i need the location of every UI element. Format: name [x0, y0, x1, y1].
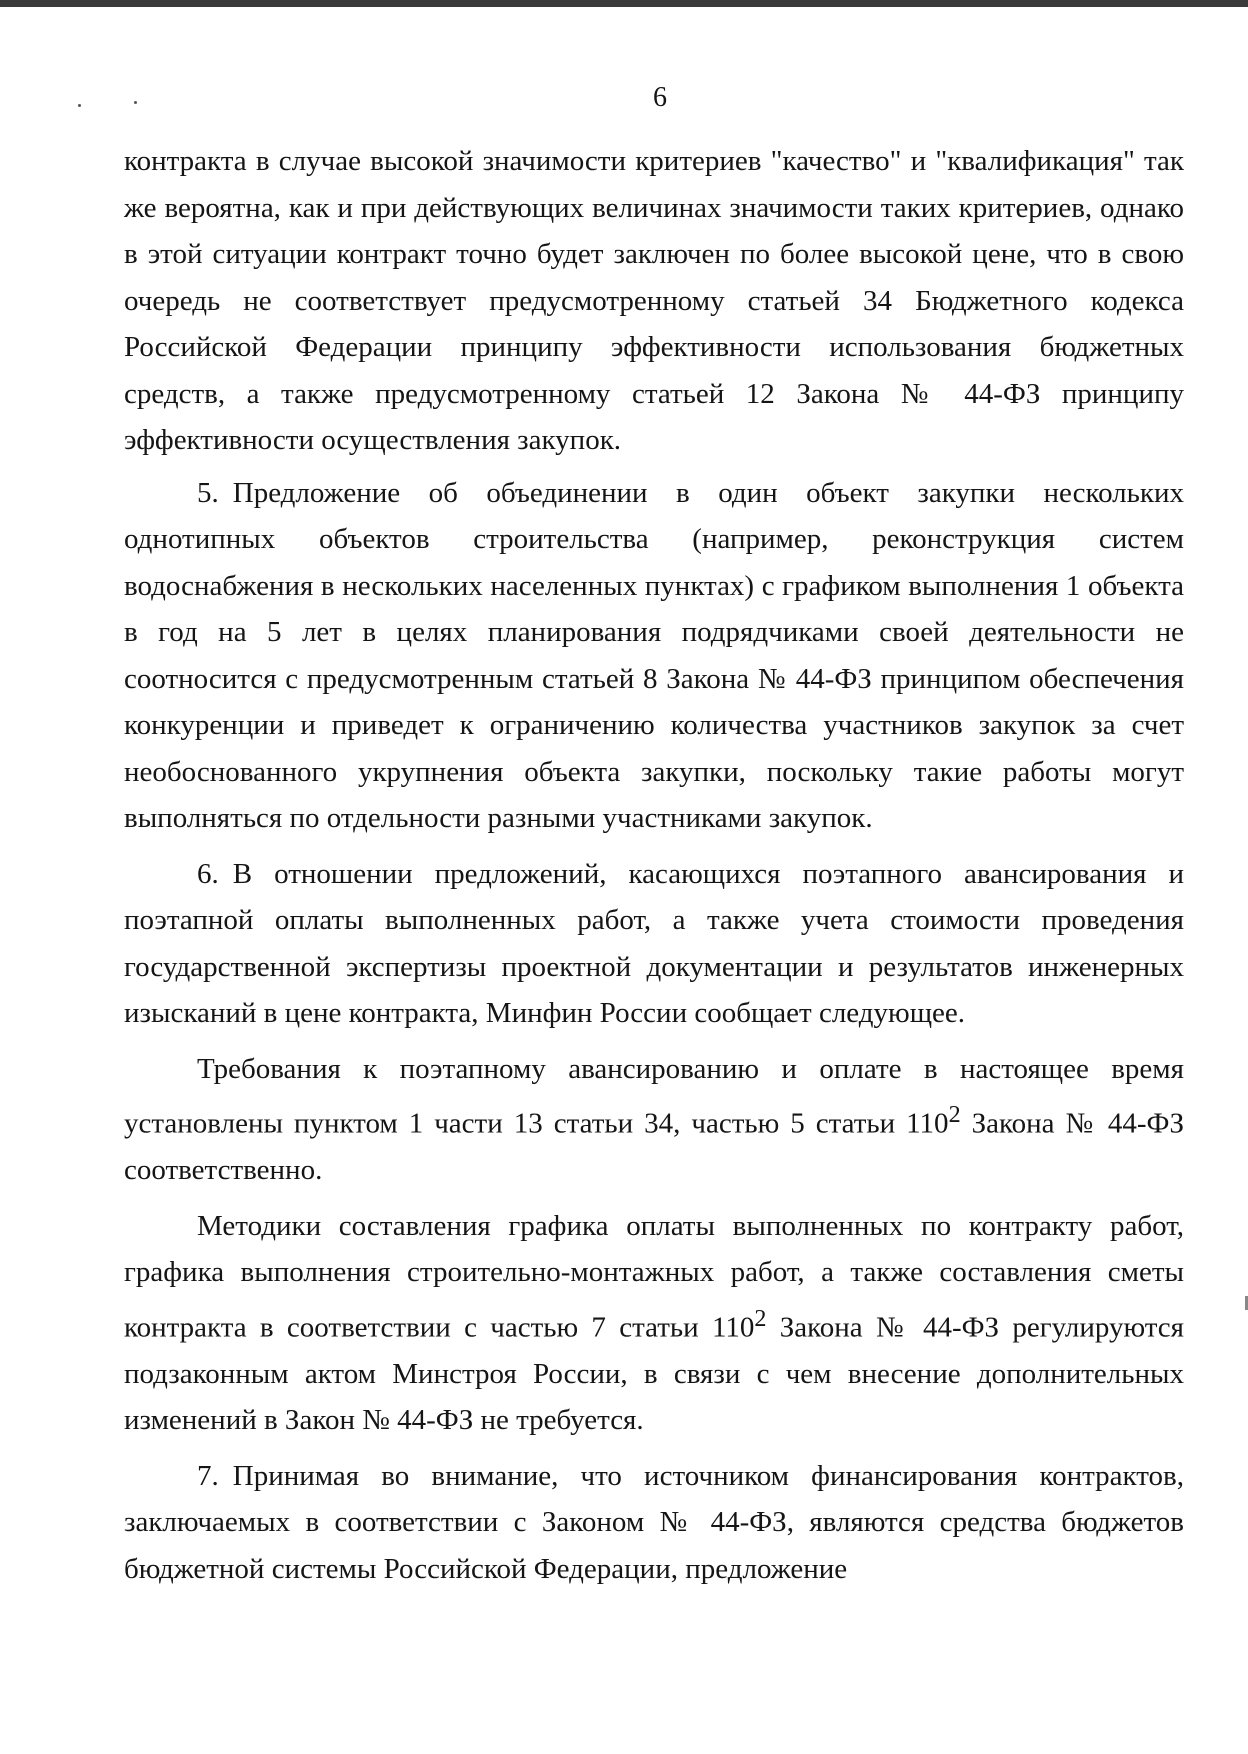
- paragraph-text: Закона № 44-ФЗ регулируются подзаконным актом Минстроя России, в связи с чем внесение дополнительных изменений в Закон № 44-ФЗ не требуется.: [124, 1311, 1184, 1437]
- paragraph-methodology: [124, 1203, 1184, 1444]
- item-number: 5.: [197, 476, 219, 509]
- document-body: [124, 138, 1184, 1601]
- paragraph-text: Предложение об объединении в один объект закупки нескольких однотипных объектов строительства (например, реконструкция систем водоснабжения в нескольких населенных пунктах) с графиком выполнения 1 объекта в год на 5 лет в целях планирования подрядчиками своей деятельности не соотносится с предусмотренным статьей 8 Закона № 44-ФЗ принципом обеспечения конкуренции и приведет к ограничению количества участников закупок за счет необоснованного укрупнения объекта закупки, поскольку такие работы могут выполняться по отдельности разными участниками закупок.: [124, 476, 1184, 834]
- item-number: 7.: [197, 1459, 219, 1492]
- paragraph-advance-payment: [124, 1046, 1184, 1194]
- page-number: 6: [653, 82, 667, 113]
- scan-top-edge: [0, 0, 1248, 7]
- paragraph-text: В отношении предложений, касающихся поэтапного авансирования и поэтапной оплаты выполненных работ, а также учета стоимости проведения государственной экспертизы проектной документации и результатов инженерных изысканий в цене контракта, Минфин России сообщает следующее.: [124, 857, 1184, 1029]
- paragraph-item-6: [124, 851, 1184, 1037]
- paragraph-item-5: [124, 470, 1184, 842]
- paragraph-text: Методики составления графика оплаты выполненных по контракту работ, графика выполнения строительно-монтажных работ, а также составления сметы контракта в соответствии с частью 7 статьи 110: [124, 1209, 1184, 1344]
- paragraph-text: Закона № 44-ФЗ соответственно.: [124, 1107, 1184, 1187]
- paragraph-text: Требования к поэтапному авансированию и оплате в настоящее время установлены пунктом 1 части 13 статьи 34, частью 5 статьи 110: [124, 1052, 1184, 1140]
- paragraph-item-7: [124, 1453, 1184, 1593]
- superscript: 2: [948, 1101, 961, 1128]
- superscript: 2: [754, 1304, 767, 1332]
- paragraph-continuation: контракта в случае высокой значимости критериев "качество" и "квалификация" так же вероятна, как и при действующих величинах значимости таких критериев, однако в этой ситуации контракт точно будет заключен по более высокой цене, что в свою очередь не соответствует предусмотренному статьей 34 Бюджетного кодекса Российской Федерации принципу эффективности использования бюджетных средств, а также предусмотренному статьей 12 Закона № 44-ФЗ принципу эффективности осуществления закупок.: [124, 145, 1184, 456]
- item-number: 6.: [197, 857, 219, 890]
- paragraph-text: Принимая во внимание, что источником финансирования контрактов, заключаемых в соответствии с Законом № 44-ФЗ, являются средства бюджетов бюджетной системы Российской Федерации, предложение: [124, 1459, 1184, 1585]
